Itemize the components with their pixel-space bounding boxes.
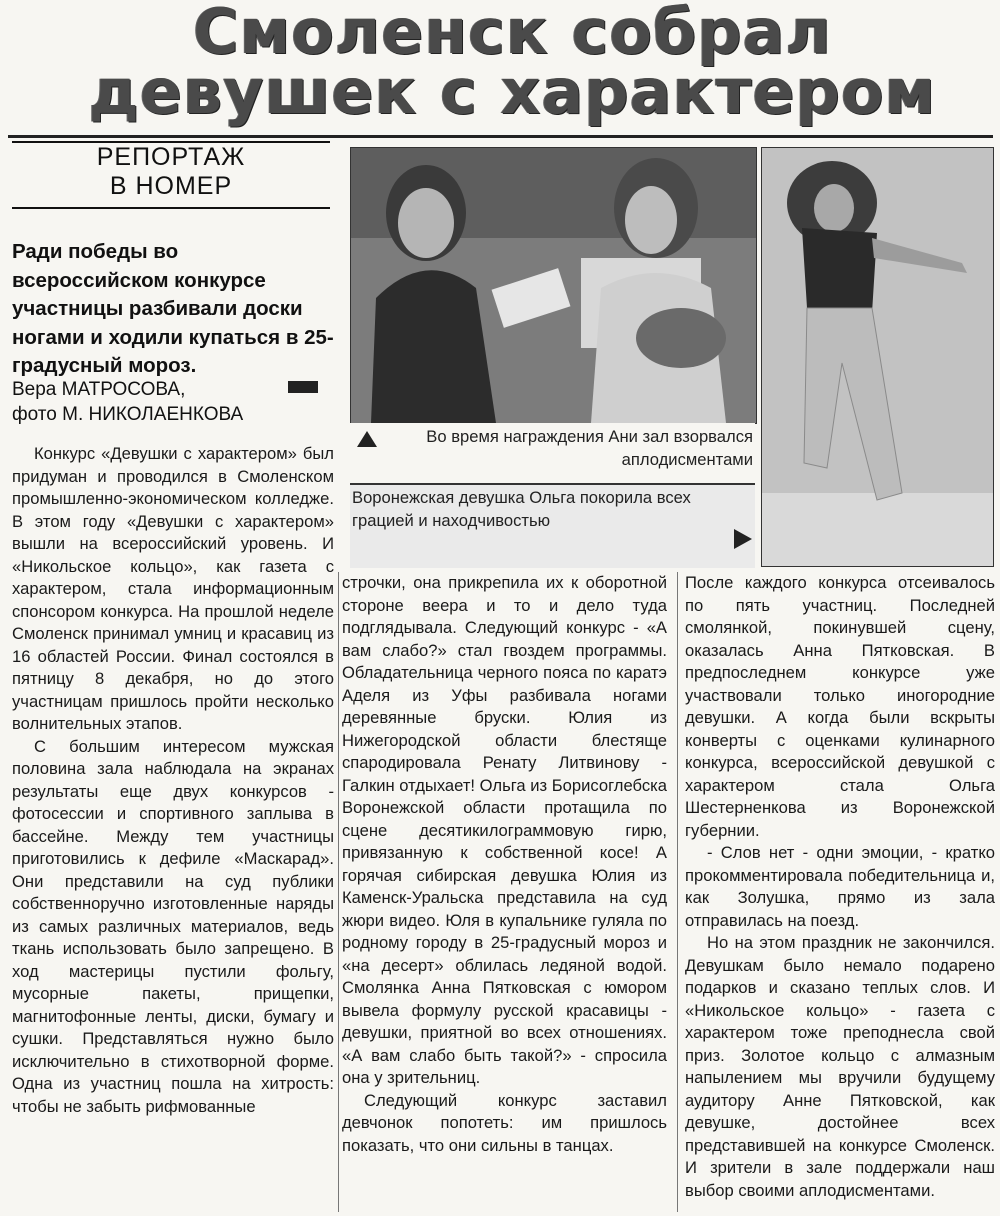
byline xyxy=(12,377,334,427)
headline-line-1: Смоленск собрал xyxy=(193,0,832,68)
paragraph: Конкурс «Девушки с характером» был придуман и проводился в Смоленском промышленно-экономическом колледже. В этом году «Девушки с характером» вышли на всероссийский уровень. И «Никольское кольцо», как газета с характером, стала информационным спонсором конкурса. На прошлой неделе Смоленск принимал умниц и красавиц из 16 областей России. Финал состоялся в пятницу 8 декабря, но до этого участницам пришлось пройти несколько волнительных этапов. xyxy=(12,444,334,733)
byline-photo: фото М. НИКОЛАЕНКОВА xyxy=(12,404,244,425)
award-ceremony-photo xyxy=(350,147,757,424)
kicker-line-1: РЕПОРТАЖ xyxy=(96,143,246,171)
article-column-3 xyxy=(685,572,995,1202)
kicker-bottom-rule xyxy=(12,207,330,209)
headline xyxy=(40,0,985,128)
award-ceremony-image xyxy=(351,148,756,423)
dancer-image xyxy=(762,148,993,566)
headline-line-2: девушек с характером xyxy=(88,55,937,128)
award-caption: Во время награждения Ани зал взорвался аплодисментами xyxy=(426,427,753,469)
kicker-line-2: В НОМЕР xyxy=(109,172,233,200)
byline-author: Вера МАТРОСОВА, xyxy=(12,379,186,400)
paragraph: Следующий конкурс заставил девчонок попотеть: им пришлось показать, что они сильны в танцах. xyxy=(342,1090,667,1155)
top-rule xyxy=(8,135,993,138)
lead-paragraph: Ради победы во всероссийском конкурсе участницы разбивали доски ногами и ходили купаться в 25-градусный мороз. xyxy=(12,240,334,377)
column-rule-1 xyxy=(338,572,339,1212)
column-rule-2 xyxy=(677,572,678,1212)
dancer-photo xyxy=(761,147,994,567)
article-column-2 xyxy=(342,572,667,1157)
paragraph: Но на этом праздник не закончился. Девушкам было немало подарено подарков и сказано теплых слов. И «Никольское кольцо» - газета с характером тоже преподнесла свой приз. Золотое кольцо с алмазным напылением мы вручили будущему аудитору Анне Пятковской, как девушке, достойнее всех представившей на конкурсе Смоленск. И зрители в зале поддержали наш выбор своими аплодисментами. xyxy=(685,933,995,1200)
triangle-up-icon xyxy=(356,430,378,448)
kicker xyxy=(12,143,330,201)
byline-marker xyxy=(288,381,318,393)
paragraph: После каждого конкурса отсеивалось по пять участниц. Последней смолянкой, покинувшей сцену, оказалась Анна Пятковская. В предпоследнем конкурсе уже участвовали только иногородние девушки. А когда были вскрыты конверты с оценками кулинарного конкурса, всероссийской девушкой с характером стала Ольга Шестерненкова из Воронежской губернии. xyxy=(685,573,995,840)
olga-caption: Воронежская девушка Ольга покорила всех грацией и находчивостью xyxy=(352,488,691,530)
paragraph: - Слов нет - одни эмоции, - кратко прокомментировала победительница и, как Золушка, прямо из зала отправилась на поезд. xyxy=(685,843,995,930)
article-column-1 xyxy=(12,443,334,1118)
paragraph: строчки, она прикрепила их к оборотной стороне веера и то и дело туда подглядывала. Следующий конкурс - «А вам слабо?» стал гвоздем программы. Обладательница черного пояса по каратэ Аделя из Уфы разбивала ногами деревянные бруски. Юлия из Нижегородской области блестяще спародировала Ренату Литвинову - Галкин отдыхает! Ольга из Борисоглебска Воронежской области протащила по сцене десятикилограммовую гирю, привязанную к собственной косе! А горячая сибирская девушка Юлия из Каменск-Уральска представила на суд жюри видео. Юля в купальнике гуляла по родному городу в 25-градусный мороз и «на десерт» облилась ледяной водой. Смолянка Анна Пятковская с юмором вывела формулу русской красавицы - девушки, приятной во всех отношениях. «А вам слабо быть такой?» - спросила она у зрительниц. xyxy=(342,573,667,1087)
paragraph: С большим интересом мужская половина зала наблюдала на экранах результаты еще двух конкурсов - фотосессии и спортивного заплыва в бассейне. Между тем участницы приготовились к дефиле «Маскарад». Они представили на суд публики собственноручно изготовленные наряды из самых различных материалов, ведь ткань использовать было запрещено. В ход мастерицы пустили фольгу, мусорные пакеты, прищепки, магнитофонные ленты, диски, бумагу и сушки. Представляться нужно было исключительно в стихотворной форме. Одна из участниц пошла на хитрость: чтобы не забыть рифмованные xyxy=(12,736,334,1116)
triangle-right-icon xyxy=(733,528,753,550)
